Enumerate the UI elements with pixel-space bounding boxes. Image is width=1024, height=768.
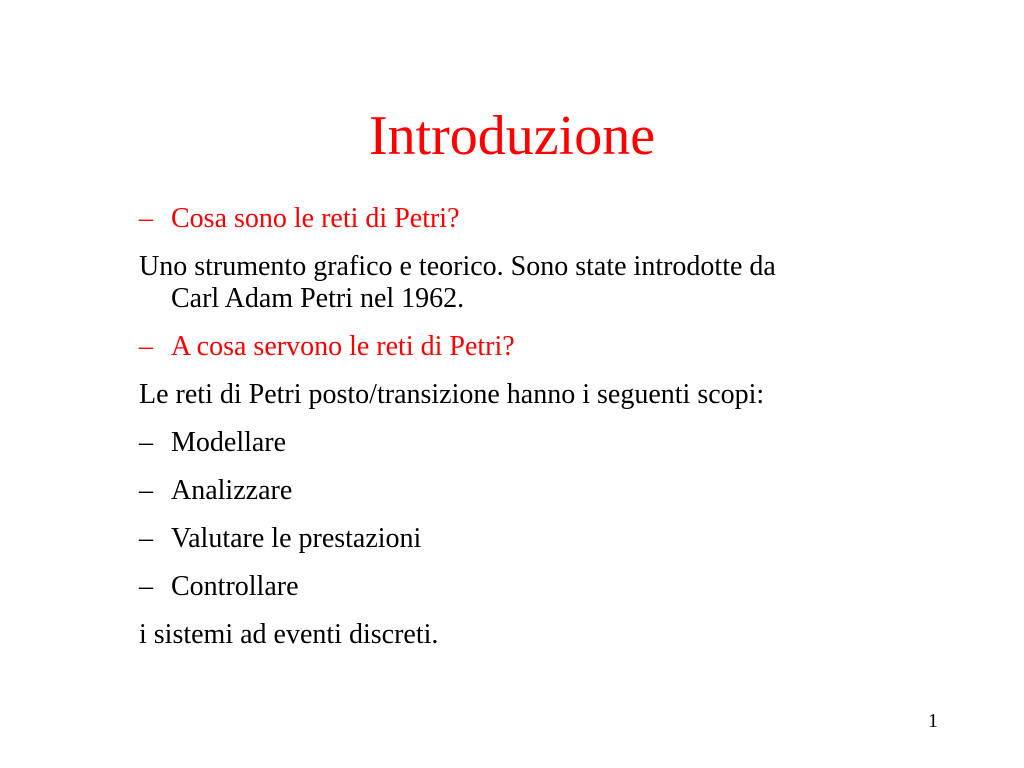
purpose-text: Valutare le prestazioni (171, 523, 422, 554)
purpose-text: Modellare (171, 427, 287, 458)
answer-line-2: Carl Adam Petri nel 1962. (171, 283, 465, 314)
question-text: A cosa servono le reti di Petri? (171, 331, 515, 362)
dash-bullet: – (139, 331, 153, 362)
slide-body (139, 203, 939, 667)
page-number: 1 (928, 710, 938, 732)
dash-bullet: – (139, 475, 153, 506)
answer-line-1: Uno strumento grafico e teorico. Sono state introdotte da (139, 251, 776, 282)
purpose-item (139, 571, 939, 603)
dash-bullet: – (139, 523, 153, 554)
purpose-text: Analizzare (171, 475, 293, 506)
question-what-are-they-for (139, 331, 939, 363)
answer-paragraph-1 (139, 251, 939, 315)
answer-paragraph-2: Le reti di Petri posto/transizione hanno i seguenti scopi: (139, 379, 765, 410)
slide-title: Introduzione (368, 105, 656, 167)
dash-bullet: – (139, 427, 153, 458)
purpose-item (139, 427, 939, 459)
purpose-item (139, 475, 939, 507)
dash-bullet: – (139, 571, 153, 602)
closing-line: i sistemi ad eventi discreti. (139, 619, 439, 650)
question-what-are-petri-nets (139, 203, 939, 235)
purpose-text: Controllare (171, 571, 299, 602)
purpose-item (139, 523, 939, 555)
question-text: Cosa sono le reti di Petri? (171, 203, 460, 234)
dash-bullet: – (139, 203, 153, 234)
